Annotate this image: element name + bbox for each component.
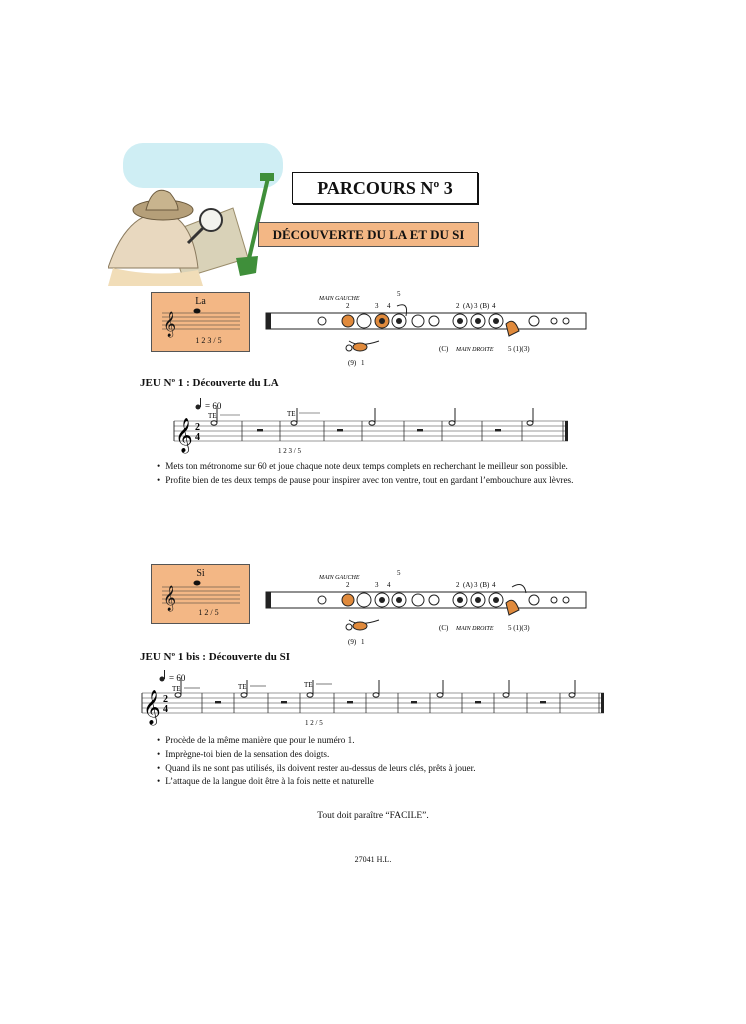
rh-num-4: 4 (492, 302, 496, 310)
staff-fingering: 1 2 / 5 (305, 719, 323, 727)
te-mark-2: TE (238, 683, 247, 691)
finger-num-4: 4 (387, 302, 391, 310)
instructions-list (157, 734, 607, 789)
closing-note: Tout doit paraître “FACILE”. (317, 811, 429, 821)
note-box-si (151, 564, 250, 624)
note-fingering: 1 2 3 / 5 (195, 336, 222, 345)
te-mark-1: TE (172, 685, 181, 693)
finger-num-3: 3 (375, 302, 379, 310)
rh-num-a: (A) (463, 302, 473, 310)
time-sig-bottom: 4 (195, 432, 200, 443)
finger-num-3: 3 (375, 581, 379, 589)
section-heading: JEU Nº 1 bis : Découverte du SI (140, 651, 290, 663)
left-hand-label: MAIN GAUCHE (319, 575, 360, 581)
instruction-item: • Quand ils ne sont pas utilisés, ils doivent rester au-dessus de leurs clés, prêts à jouer. (157, 762, 607, 776)
footer-code: 27041 H.L. (354, 855, 392, 864)
finger-num-4: 4 (387, 581, 391, 589)
te-mark-1: TE (208, 412, 217, 420)
svg-text:𝄞: 𝄞 (163, 586, 177, 611)
rh-num-3: 3 (474, 302, 478, 310)
staff-fingering: 1 2 3 / 5 (278, 447, 301, 455)
flute-fingering-diagram (264, 565, 592, 647)
finger-num-5: 5 (397, 290, 401, 298)
page-subtitle: DÉCOUVERTE DU LA ET DU SI (258, 222, 479, 247)
svg-text:𝄞: 𝄞 (175, 418, 193, 453)
instruction-item: • Profite bien de tes deux temps de pause pour inspirer avec ton ventre, tout en gardant l’embouchure aux lèvres. (157, 474, 607, 488)
rh-num-a: (A) (463, 581, 473, 589)
svg-text:𝄞: 𝄞 (163, 312, 177, 337)
explorer-illustration (108, 138, 283, 288)
rh-num-4: 4 (492, 581, 496, 589)
note-fingering: 1 2 / 5 (198, 608, 219, 617)
rh-num-2: 2 (456, 302, 460, 310)
time-sig-bottom: 4 (163, 704, 168, 715)
page-title: PARCOURS Nº 3 (292, 172, 478, 204)
flute-fingering-diagram (264, 286, 592, 368)
rh-num-2: 2 (456, 581, 460, 589)
note-name: Si (196, 568, 205, 579)
thumb-num: 1 (361, 638, 365, 646)
te-mark-3: TE (304, 681, 313, 689)
svg-text:𝄞: 𝄞 (143, 690, 161, 725)
right-bottom-nums: 5 (1)(3) (508, 345, 530, 353)
thumb-num: 1 (361, 359, 365, 367)
tempo-marking: = 60 (205, 401, 222, 411)
music-staff (140, 670, 608, 730)
finger-num-2: 2 (346, 581, 350, 589)
thumb-key-label: (9) (348, 359, 357, 367)
instruction-item: • L’attaque de la langue doit être à la fois nette et naturelle (157, 775, 607, 789)
tempo-marking: = 60 (169, 673, 186, 683)
finger-num-5: 5 (397, 569, 401, 577)
section-heading: JEU Nº 1 : Découverte du LA (140, 377, 279, 389)
thumb-key-label: (9) (348, 638, 357, 646)
instruction-item: • Imprègne-toi bien de la sensation des doigts. (157, 748, 607, 762)
rh-num-b: (B) (480, 302, 490, 310)
instructions-list (157, 460, 607, 488)
key-c-label: (C) (439, 345, 449, 353)
right-hand-label: MAIN DROITE (456, 626, 494, 632)
note-name: La (195, 296, 206, 307)
note-box-la (151, 292, 250, 352)
right-bottom-nums: 5 (1)(3) (508, 624, 530, 632)
time-sig-top: 2 (163, 694, 168, 705)
rh-num-3: 3 (474, 581, 478, 589)
rh-num-b: (B) (480, 581, 490, 589)
music-staff (172, 398, 572, 458)
right-hand-label: MAIN DROITE (456, 347, 494, 353)
te-mark-2: TE (287, 410, 296, 418)
finger-num-2: 2 (346, 302, 350, 310)
instruction-item: • Mets ton métronome sur 60 et joue chaque note deux temps complets en recherchant le meilleur son possible. (157, 460, 607, 474)
instruction-item: • Procède de la même manière que pour le numéro 1. (157, 734, 607, 748)
key-c-label: (C) (439, 624, 449, 632)
left-hand-label: MAIN GAUCHE (319, 296, 360, 302)
time-sig-top: 2 (195, 422, 200, 433)
